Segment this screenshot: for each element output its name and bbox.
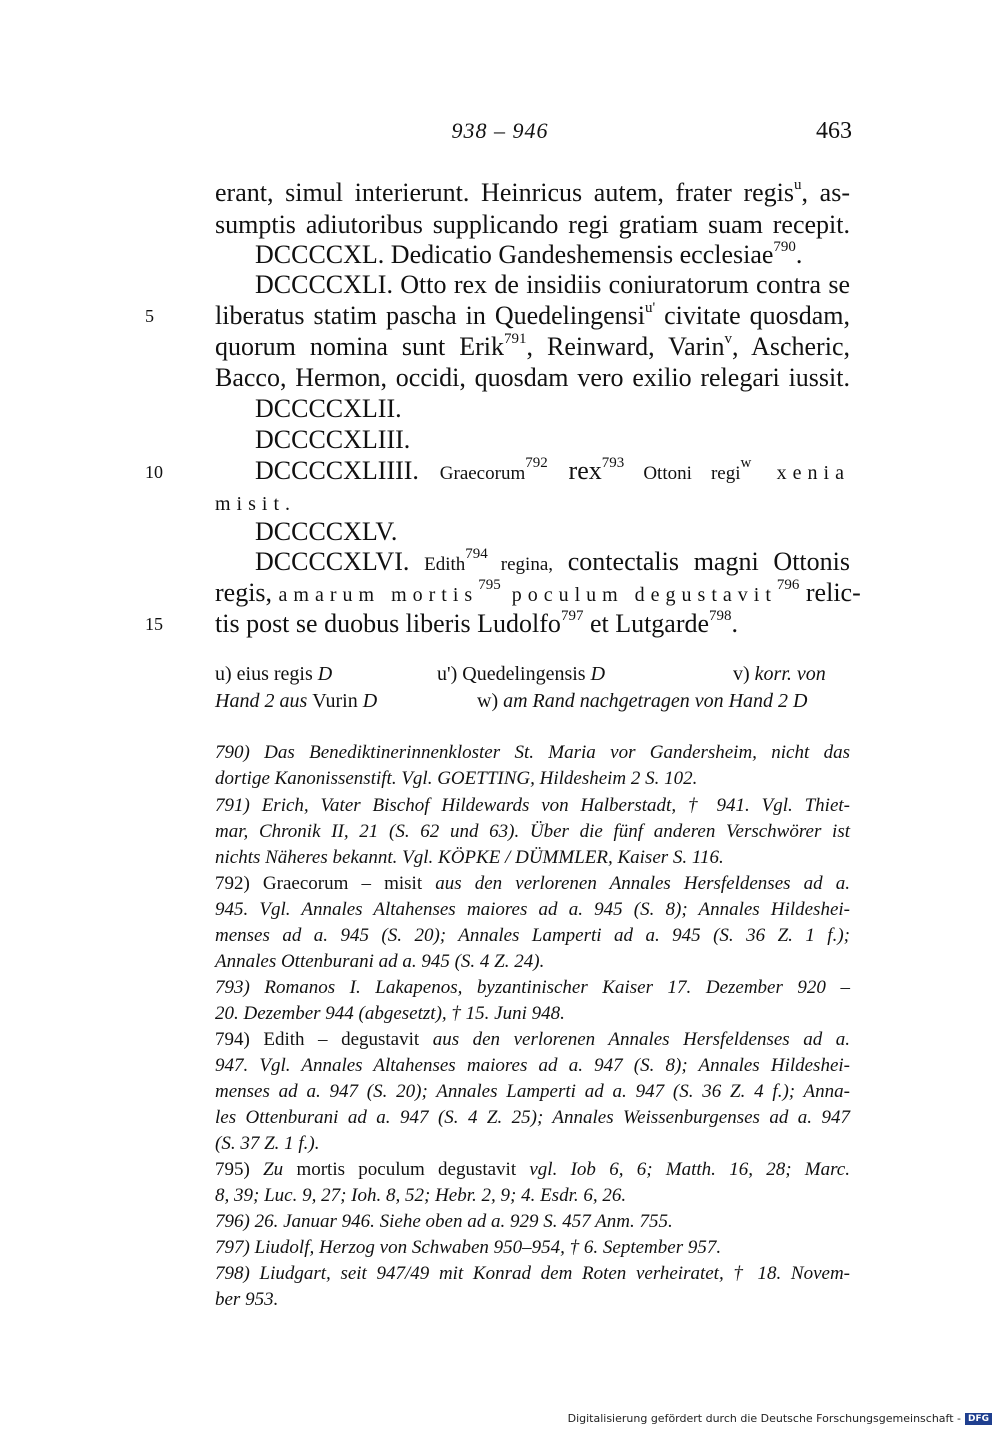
text-line-11: misit. <box>215 493 297 515</box>
text-line-8: DCCCCXLII. <box>255 394 402 423</box>
footnote-791-line-2: mar, Chronik II, 21 (S. 62 und 63). Über die fünf anderen Verschwörer ist <box>215 821 850 842</box>
text-line-4: DCCCCXLI. Otto rex de insidiis coniuratorum contra se <box>255 270 850 299</box>
footnote-792-line-2: 945. Vgl. Annales Altahenses maiores ad a. 945 (S. 8); Annales Hildeshei- <box>215 899 850 920</box>
footnote-798-line-2: ber 953. <box>215 1289 279 1310</box>
text-line-6: quorum nomina sunt Erik$^{791}$, Reinward, Varin$^v$, Ascheric, <box>215 331 850 361</box>
line-number-15: 15 <box>145 614 163 634</box>
footnote-798-line-1: 798) Liudgart, seit 947/49 mit Konrad dem Roten verheiratet, † 18. Novem- <box>215 1263 850 1284</box>
footnote-793-line-1: 793) Romanos I. Lakapenos, byzantinischer Kaiser 17. Dezember 920 – <box>215 977 850 998</box>
text-line-2: sumptis adiutoribus supplicando regi gratiam suam recepit. <box>215 210 850 239</box>
footnote-792-line-4: Annales Ottenburani ad a. 945 (S. 4 Z. 24). <box>215 951 545 972</box>
footnote-792-line-3: menses ad a. 945 (S. 20); Annales Lamperti ad a. 945 (S. 36 Z. 1 f.); <box>215 925 850 946</box>
footnote-794-line-5: (S. 37 Z. 1 f.). <box>215 1133 320 1154</box>
apparatus-w: w) am Rand nachgetragen von Hand 2 D <box>477 690 808 712</box>
dfg-logo: DFG <box>965 1413 992 1425</box>
text-line-13: DCCCCXLVI. Edith$^{794}$ regina, contectalis magni Ottonis <box>255 546 850 576</box>
line-number-10: 10 <box>145 462 163 482</box>
line-number-5: 5 <box>145 306 154 326</box>
text-line-3: DCCCCXL. Dedicatio Gandeshemensis ecclesiae$^{790}$. <box>255 239 803 269</box>
text-line-9: DCCCCXLIII. <box>255 425 411 454</box>
text-line-5: liberatus statim pascha in Quedelingensi$^{u'}$ civitate quosdam, <box>215 300 850 330</box>
footnote-797: 797) Liudolf, Herzog von Schwaben 950–954, † 6. September 957. <box>215 1237 722 1258</box>
footnote-791-line-1: 791) Erich, Vater Bischof Hildewards von Halberstadt, † 941. Vgl. Thiet- <box>215 795 850 816</box>
apparatus-u-prime: u') Quedelingensis D <box>437 663 606 685</box>
footnote-794-line-2: 947. Vgl. Annales Altahenses maiores ad a. 947 (S. 8); Annales Hildeshei- <box>215 1055 850 1076</box>
footnote-794-line-1: 794) Edith – degustavit aus den verlorenen Annales Hersfeldenses ad a. <box>215 1029 850 1050</box>
text-line-15: tis post se duobus liberis Ludolfo$^{797}$ et Lutgarde$^{798}$. <box>215 608 739 638</box>
apparatus-u: u) eius regis D <box>215 663 333 685</box>
credit-text: Digitalisierung gefördert durch die Deutsche Forschungsgemeinschaft - <box>567 1412 961 1425</box>
text-line-10: DCCCCXLIIII. Graecorum$^{792}$ rex$^{793}$ Ottoni regi$^w$ xenia <box>255 455 850 485</box>
text-line-14: regis, amarum mortis$^{795}$ poculum degustavit$^{796}$ relic- <box>215 577 861 607</box>
apparatus-v-cont: Hand 2 aus Vurin D <box>215 690 378 712</box>
page-number: 463 <box>816 118 852 144</box>
footnote-796: 796) 26. Januar 946. Siehe oben ad a. 929 S. 457 Anm. 755. <box>215 1211 673 1232</box>
text-line-12: DCCCCXLV. <box>255 517 398 546</box>
footnote-795-line-1: 795) Zu mortis poculum degustavit vgl. Iob 6, 6; Matth. 16, 28; Marc. <box>215 1159 850 1180</box>
text-line-7: Bacco, Hermon, occidi, quosdam vero exilio relegari iussit. <box>215 363 850 392</box>
footnote-790-line-1: 790) Das Benediktinerinnenkloster St. Maria vor Gandersheim, nicht das <box>215 742 850 763</box>
page-header-range: 938 – 946 <box>451 118 549 143</box>
apparatus-v: v) korr. von <box>733 663 826 685</box>
footnote-795-line-2: 8, 39; Luc. 9, 27; Ioh. 8, 52; Hebr. 2, 9; 4. Esdr. 6, 26. <box>215 1185 627 1206</box>
footnote-790-line-2: dortige Kanonissenstift. Vgl. GOETTING, Hildesheim 2 S. 102. <box>215 768 698 789</box>
footnote-794-line-3: menses ad a. 947 (S. 20); Annales Lamperti ad a. 947 (S. 36 Z. 4 f.); Anna- <box>215 1081 850 1102</box>
footnote-794-line-4: les Ottenburani ad a. 947 (S. 4 Z. 25); Annales Weissenburgenses ad a. 947 <box>215 1107 850 1128</box>
footnote-792-line-1: 792) Graecorum – misit aus den verlorenen Annales Hersfeldenses ad a. <box>215 873 850 894</box>
footnote-791-line-3: nichts Näheres bekannt. Vgl. KÖPKE / DÜMMLER, Kaiser S. 116. <box>215 847 724 868</box>
footnote-793-line-2: 20. Dezember 944 (abgesetzt), † 15. Juni 948. <box>215 1003 565 1024</box>
text-line-1: erant, simul interierunt. Heinricus autem, frater regis$^u$, as- <box>215 177 850 207</box>
critical-apparatus <box>215 661 850 717</box>
digitization-credit <box>568 1412 992 1425</box>
